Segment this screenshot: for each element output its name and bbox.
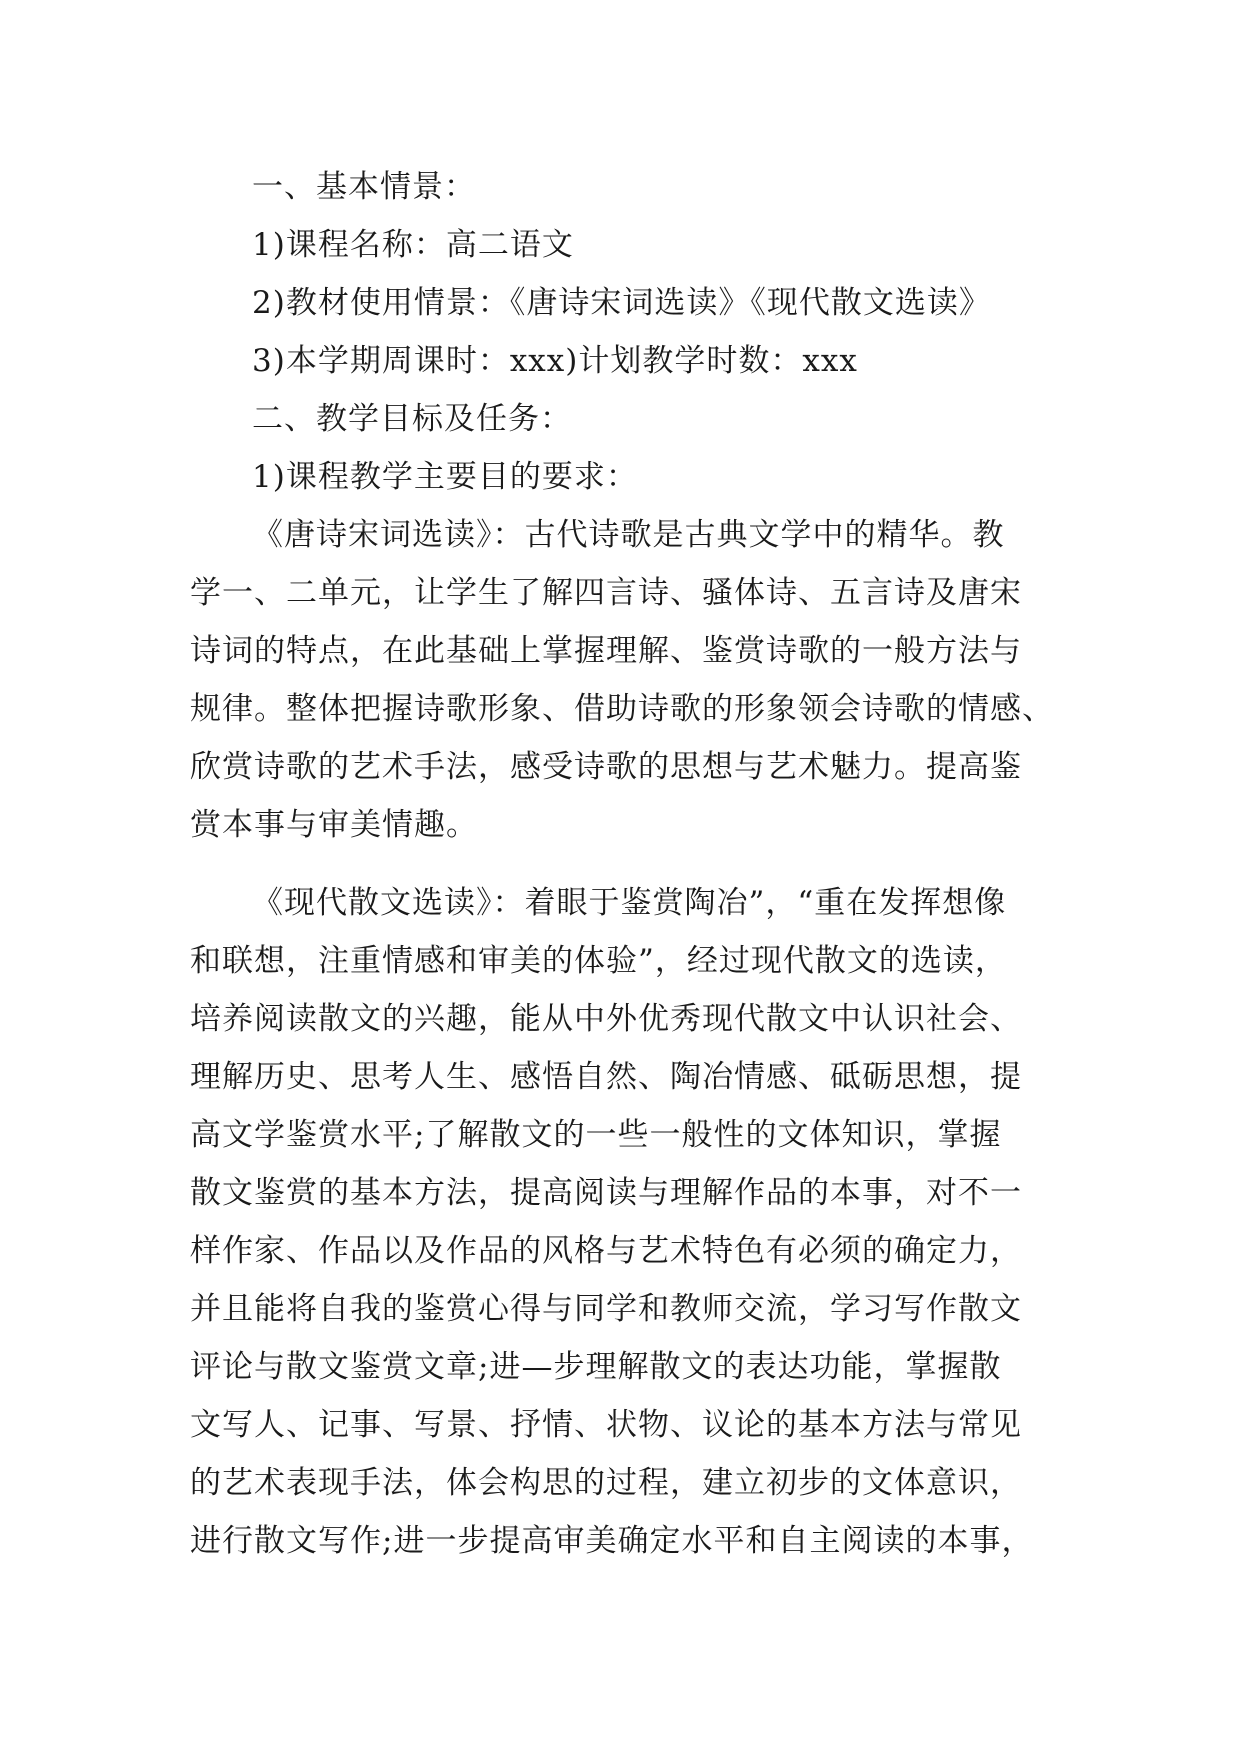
paragraph-line: 理解历史、思考人生、感悟自然、陶冶情感、砥砺思想，提 xyxy=(190,1059,1022,1095)
paragraph-line: 《唐诗宋词选读》：古代诗歌是古典文学中的精华。教 xyxy=(252,517,1005,553)
document-body xyxy=(190,158,1070,1570)
paragraph-line: 的艺术表现手法，体会构思的过程，建立初步的文体意识， xyxy=(190,1465,1022,1501)
paragraph-line: 样作家、作品以及作品的风格与艺术特色有必须的确定力， xyxy=(190,1233,1022,1269)
section-1-heading: 一、基本情景： xyxy=(252,169,476,205)
paragraph-line: 高文学鉴赏水平;了解散文的一些一般性的文体知识，掌握 xyxy=(190,1117,1002,1153)
textbook-line: 2)教材使用情景：《唐诗宋词选读》《现代散文选读》 xyxy=(252,285,991,321)
paragraph-line: 欣赏诗歌的艺术手法，感受诗歌的思想与艺术魅力。提高鉴 xyxy=(190,749,1022,785)
paragraph-line: 诗词的特点，在此基础上掌握理解、鉴赏诗歌的一般方法与 xyxy=(190,633,1022,669)
course-name-line: 1)课程名称：高二语文 xyxy=(252,227,574,263)
paragraph-modern-prose xyxy=(190,874,1070,1570)
paragraph-line: 文写人、记事、写景、抒情、状物、议论的基本方法与常见 xyxy=(190,1407,1022,1443)
weekly-hours-line: 3)本学期周课时：xxx)计划教学时数：xxx xyxy=(252,343,858,379)
paragraph-line: 散文鉴赏的基本方法，提高阅读与理解作品的本事，对不一 xyxy=(190,1175,1022,1211)
paragraph-line: 进行散文写作;进一步提高审美确定水平和自主阅读的本事， xyxy=(190,1523,1034,1559)
paragraph-line: 评论与散文鉴赏文章;进—步理解散文的表达功能，掌握散 xyxy=(190,1349,1002,1385)
paragraph-line: 并且能将自我的鉴赏心得与同学和教师交流，学习写作散文 xyxy=(190,1291,1022,1327)
paragraph-line: 规律。整体把握诗歌形象、借助诗歌的形象领会诗歌的情感、 xyxy=(190,691,1054,727)
paragraph-line: 赏本事与审美情趣。 xyxy=(190,807,478,843)
paragraph-spacer xyxy=(190,854,1070,874)
paragraph-tang-song xyxy=(190,506,1070,854)
paragraph-line: 和联想，注重情感和审美的体验”，经过现代散文的选读， xyxy=(190,943,1007,979)
section-2-heading: 二、教学目标及任务： xyxy=(252,401,572,437)
section-2-subheading: 1)课程教学主要目的要求： xyxy=(252,459,638,495)
paragraph-line: 学一、二单元，让学生了解四言诗、骚体诗、五言诗及唐宋 xyxy=(190,575,1022,611)
paragraph-line: 培养阅读散文的兴趣，能从中外优秀现代散文中认识社会、 xyxy=(190,1001,1022,1037)
paragraph-line: 《现代散文选读》：着眼于鉴赏陶冶”，“重在发挥想像 xyxy=(252,885,1007,921)
